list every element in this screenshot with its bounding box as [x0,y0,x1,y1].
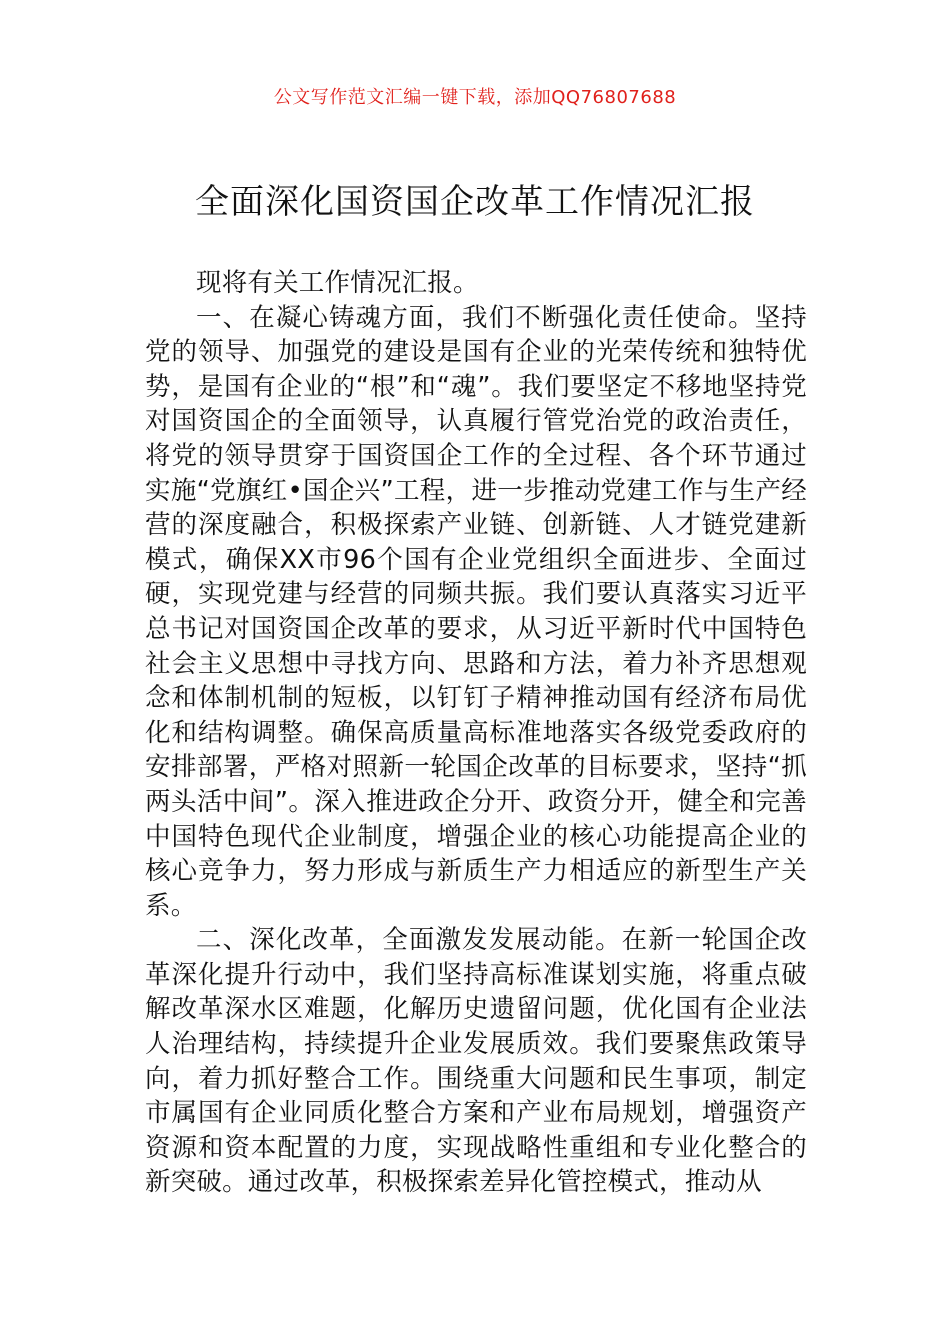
document-title: 全面深化国资国企改革工作情况汇报 [195,182,755,222]
paragraph-section-one: 一、在凝心铸魂方面，我们不断强化责任使命。坚持党的领导、加强党的建设是国有企业的光荣传统和独特优势，是国有企业的“根”和“魂”。我们要坚定不移地坚持党对国资国企的全面领导，认真履行管党治党的政治责任，将党的领导贯穿于国资国企工作的全过程、各个环节通过实施“党旗红•国企兴”工程，进一步推动党建工作与生产经营的深度融合，积极探索产业链、创新链、人才链党建新模式，确保XX市96个国有企业党组织全面进步、全面过硬，实现党建与经营的同频共振。我们要认真落实习近平总书记对国资国企改革的要求，从习近平新时代中国特色社会主义思想中寻找方向、思路和方法，着力补齐思想观念和体制机制的短板，以钉钉子精神推动国有经济布局优化和结构调整。确保高质量高标准地落实各级党委政府的安排部署，严格对照新一轮国企改革的目标要求，坚持“抓两头活中间”。深入推进政企分开、政资分开，健全和完善中国特色现代企业制度，增强企业的核心功能提高企业的核心竞争力，努力形成与新质生产力相适应的新型生产关系。 [145,302,807,921]
paragraph-section-two: 二、深化改革，全面激发发展动能。在新一轮国企改革深化提升行动中，我们坚持高标准谋划实施，将重点破解改革深水区难题，化解历史遗留问题，优化国有企业法人治理结构，持续提升企业发展质效。我们要聚焦政策导向，着力抓好整合工作。围绕重大问题和民生事项，制定市属国有企业同质化整合方案和产业布局规划，增强资产资源和资本配置的力度，实现战略性重组和专业化整合的新突破。通过改革，积极探索差异化管控模式，推动从 [145,925,807,1198]
document-body [145,266,807,1200]
paragraph-intro: 现将有关工作情况汇报。 [196,268,479,298]
download-ad-banner[interactable]: 公文写作范文汇编一键下载，添加QQ76807688 [273,87,677,108]
